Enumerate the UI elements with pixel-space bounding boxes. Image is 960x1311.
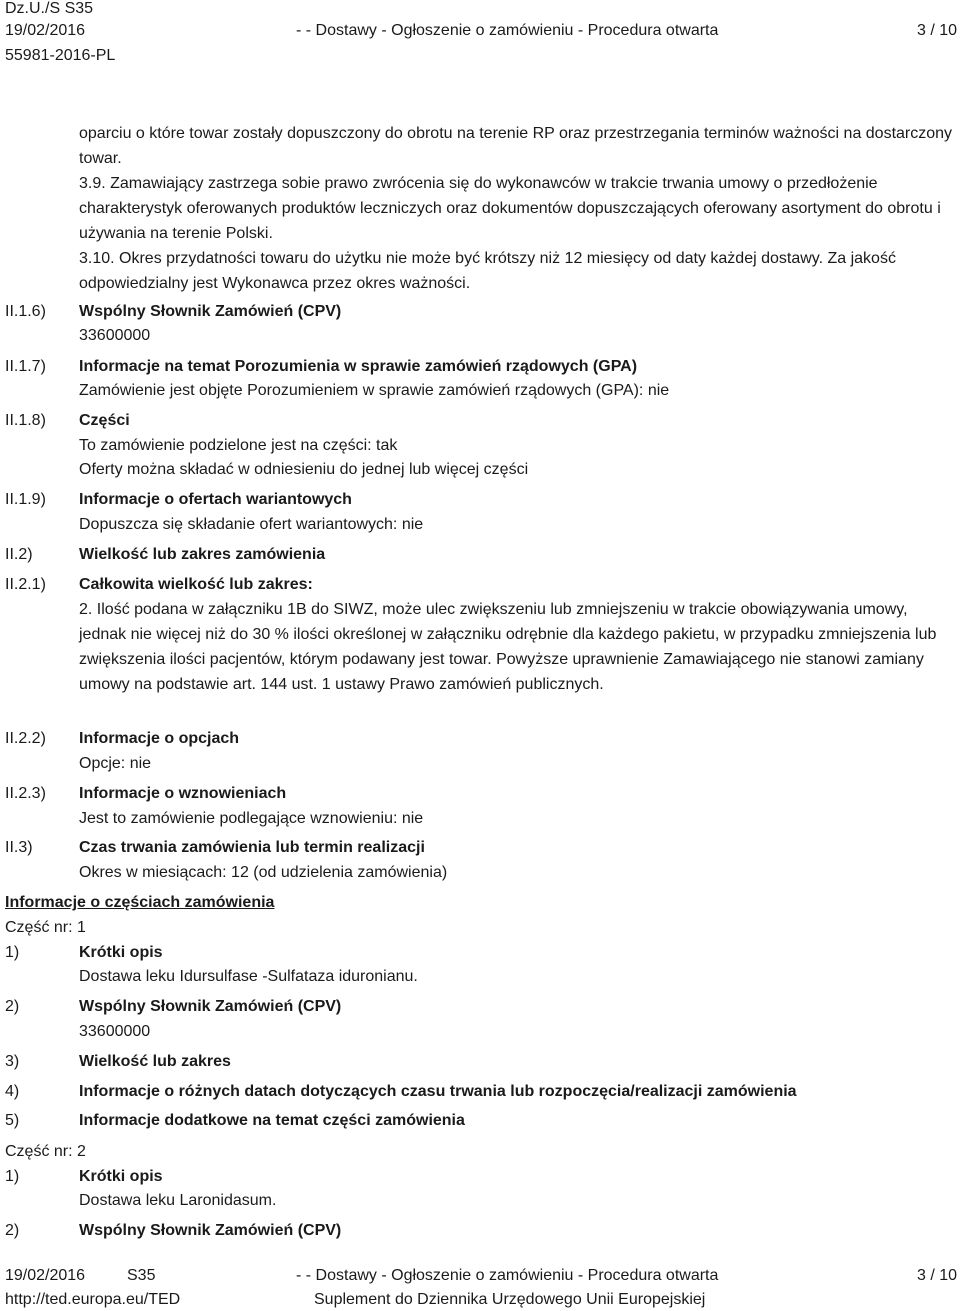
lot-scope-heading: Wielkość lub zakres — [79, 1053, 231, 1070]
continuation-paragraph-1: oparciu o które towar zostały dopuszczony do obrotu na terenie RP oraz przestrzegania terminów ważności na dostarczony towar. — [79, 125, 953, 167]
continuation-paragraph-2: 3.9. Zamawiający zastrzega sobie prawo zwrócenia się do wykonawców w trakcie trwania umowy o przedłożenie charakterystyk oferowanych produktów leczniczych oraz dokumentów dopuszczających oferowany asortyment do obrotu i używania na terenie Polski. — [79, 175, 941, 242]
lot-dates-heading: Informacje o różnych datach dotyczących czasu trwania lub rozpoczęcia/realizacji zamówienia — [79, 1083, 797, 1100]
lot-item-number: 2) — [5, 1222, 20, 1239]
options-value: Opcje: nie — [79, 755, 152, 772]
lot-cpv-heading: Wspólny Słownik Zamówień (CPV) — [79, 1222, 342, 1239]
section-number: II.1.7) — [5, 358, 46, 375]
journal-ref: Dz.U./S S35 — [5, 0, 94, 17]
footer-page-number: 3 / 10 — [916, 1267, 957, 1284]
section-number: II.1.9) — [5, 491, 46, 508]
lot-item-number: 4) — [5, 1083, 20, 1100]
duration-value: Okres w miesiącach: 12 (od udzielenia zamówienia) — [79, 864, 448, 881]
lot-label: Część nr: 1 — [5, 919, 86, 936]
lot-item-number: 2) — [5, 998, 20, 1015]
footer-url[interactable]: http://ted.europa.eu/TED — [5, 1291, 181, 1308]
section-heading-scope: Wielkość lub zakres zamówienia — [79, 546, 326, 563]
lot-cpv-heading: Wspólny Słownik Zamówień (CPV) — [79, 998, 342, 1015]
section-number: II.3) — [5, 839, 33, 856]
footer-supplement: Suplement do Dziennika Urzędowego Unii Europejskiej — [314, 1291, 706, 1308]
section-number: II.1.8) — [5, 412, 46, 429]
lot-item-number: 1) — [5, 1168, 20, 1185]
section-heading-duration: Czas trwania zamówienia lub termin realizacji — [79, 839, 425, 856]
section-number: II.1.6) — [5, 303, 46, 320]
section-number: II.2) — [5, 546, 33, 563]
section-number: II.2.1) — [5, 576, 46, 593]
lot-short-description-heading: Krótki opis — [79, 1168, 163, 1185]
section-number: II.2.3) — [5, 785, 46, 802]
lot-short-description-heading: Krótki opis — [79, 944, 163, 961]
lot-item-number: 5) — [5, 1112, 20, 1129]
lots-info-heading: Informacje o częściach zamówienia — [5, 894, 275, 911]
notice-id: 55981-2016-PL — [5, 47, 116, 64]
variants-value: Dopuszcza się składanie ofert wariantowych: nie — [79, 516, 424, 533]
lots-offers: Oferty można składać w odniesieniu do jednej lub więcej części — [79, 461, 529, 478]
renewals-value: Jest to zamówienie podlegające wznowieniu: nie — [79, 810, 424, 827]
lot-additional-info-heading: Informacje dodatkowe na temat części zamówienia — [79, 1112, 465, 1129]
section-heading-renewals: Informacje o wznowieniach — [79, 785, 287, 802]
total-quantity-text: 2. Ilość podana w załączniku 1B do SIWZ, może ulec zwiększeniu lub zmniejszeniu w trakcie obowiązywania umowy, jednak nie więcej niż do 30 % ilości określonej w załączniku odrębnie dla każdego pakietu, w przypadku zmniejszenia lub zwiększenia ilości pacjentów, którym podawany jest towar. Powyższe uprawnienie Zamawiającego nie stanowi zamiany umowy na podstawie art. 144 ust. 1 ustawy Prawo zamówień publicznych. — [79, 601, 937, 693]
section-heading-total-quantity: Całkowita wielkość lub zakres: — [79, 576, 313, 593]
section-number: II.2.2) — [5, 730, 46, 747]
lots-divided: To zamówienie podzielone jest na części: tak — [79, 437, 398, 454]
footer-series: S35 — [127, 1267, 156, 1284]
cpv-code: 33600000 — [79, 327, 151, 344]
lot-item-number: 3) — [5, 1053, 20, 1070]
lot-item-number: 1) — [5, 944, 20, 961]
header-page-number: 3 / 10 — [916, 22, 957, 39]
continuation-paragraph-3: 3.10. Okres przydatności towaru do użytku nie może być krótszy niż 12 miesięcy od daty każdej dostawy. Za jakość odpowiedzialny jest Wykonawca przez okres ważności. — [79, 250, 896, 292]
gpa-value: Zamówienie jest objęte Porozumieniem w sprawie zamówień rządowych (GPA): nie — [79, 382, 670, 399]
lot-short-description: Dostawa leku Laronidasum. — [79, 1192, 277, 1209]
section-heading-cpv: Wspólny Słownik Zamówień (CPV) — [79, 303, 342, 320]
footer-title: - - Dostawy - Ogłoszenie o zamówieniu - Procedura otwarta — [296, 1267, 719, 1284]
section-heading-lots: Części — [79, 412, 130, 429]
header-title: - - Dostawy - Ogłoszenie o zamówieniu - Procedura otwarta — [296, 22, 719, 39]
lot-short-description: Dostawa leku Idursulfase -Sulfataza iduronianu. — [79, 968, 418, 985]
section-heading-gpa: Informacje na temat Porozumienia w sprawie zamówień rządowych (GPA) — [79, 358, 638, 375]
lot-label: Część nr: 2 — [5, 1143, 86, 1160]
footer-date: 19/02/2016 — [5, 1267, 86, 1284]
header-date: 19/02/2016 — [5, 22, 86, 39]
section-heading-variants: Informacje o ofertach wariantowych — [79, 491, 352, 508]
section-heading-options: Informacje o opcjach — [79, 730, 240, 747]
lot-cpv-code: 33600000 — [79, 1023, 151, 1040]
